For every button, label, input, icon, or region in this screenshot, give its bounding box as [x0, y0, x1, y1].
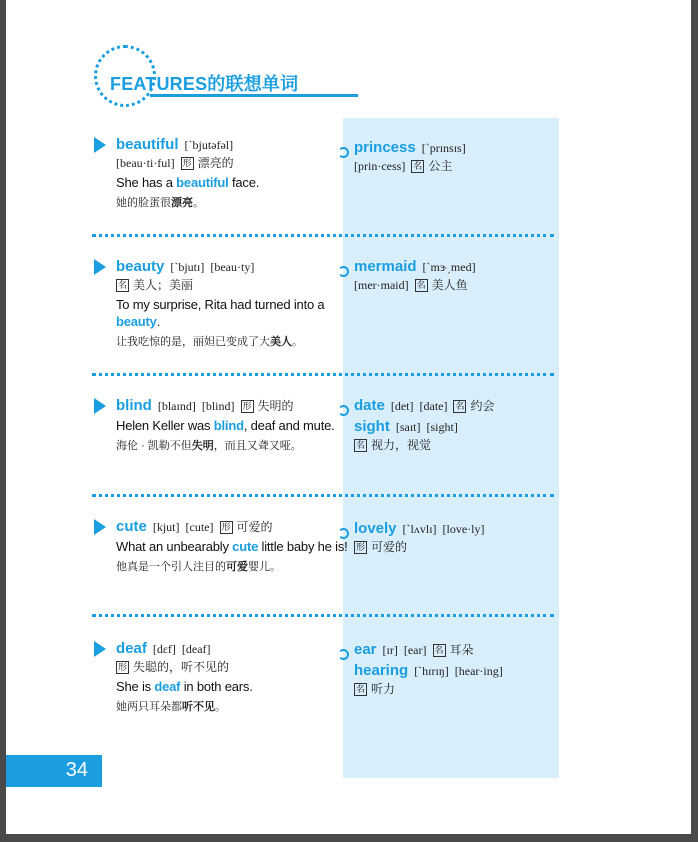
headword: beauty — [116, 258, 165, 275]
book-page — [6, 0, 691, 834]
page-number: 34 — [65, 759, 88, 781]
example-translation: 他真是一个引人注目的可爱婴儿。 — [116, 561, 281, 573]
related-syllables: [mer·maid] — [354, 278, 409, 292]
phonetic: [kjut] — [152, 520, 180, 534]
meaning: 失明的 — [257, 399, 294, 413]
related-meaning: 可爱的 — [371, 540, 408, 554]
pos-badge: 形 — [221, 522, 231, 532]
pos-badge: 名 — [355, 440, 365, 450]
related-word: lovely — [354, 520, 397, 537]
related-meaning: 听力 — [371, 682, 396, 696]
related-phonetic: [saɪt] — [395, 420, 421, 434]
related-meaning: 公主 — [428, 159, 453, 173]
example-sentence: What an unbearably cute little baby he is! — [116, 539, 348, 554]
related-meaning: 约会 — [470, 399, 495, 413]
example-translation: 海伦 · 凯勒不但失明，而且又聋又哑。 — [116, 440, 302, 452]
example-sentence: Helen Keller was blind, deaf and mute. — [116, 418, 335, 433]
related-phonetic: [ˋlʌvlɪ] — [402, 522, 437, 536]
example-translation: 她的脸蛋很漂亮。 — [116, 197, 204, 209]
meaning: 可爱的 — [236, 520, 273, 534]
meaning: 漂亮的 — [197, 156, 234, 170]
example-sentence: She is deaf in both ears. — [116, 679, 253, 694]
related-word: hearing — [354, 662, 409, 679]
related-phonetic: [ˋhɪrɪŋ] — [414, 664, 449, 678]
headword: cute — [116, 518, 147, 535]
related-phonetic: [det] — [390, 399, 414, 413]
related-word: mermaid — [354, 258, 417, 275]
related-phonetic: [ɪr] — [382, 643, 398, 657]
triangle-bullet-icon — [94, 519, 106, 535]
phonetic: [ˋbjutəfəl] — [184, 138, 234, 152]
phonetic: [dɛf] — [152, 642, 176, 656]
syllables: [beau·ty] — [210, 260, 255, 274]
section-title: FEATURES的联想单词 — [110, 74, 299, 94]
pos-badge: 名 — [416, 280, 426, 290]
related-syllables: [date] — [419, 399, 448, 413]
triangle-bullet-icon — [94, 137, 106, 153]
pos-badge: 形 — [182, 158, 192, 168]
meaning: 失聪的，听不见的 — [133, 660, 230, 674]
triangle-bullet-icon — [94, 259, 106, 275]
pos-badge: 形 — [355, 542, 365, 552]
loop-arrow-icon — [338, 649, 349, 660]
example-sentence: To my surprise, Rita had turned into a beauty. — [116, 297, 325, 329]
related-syllables: [ear] — [403, 643, 427, 657]
pos-badge: 名 — [117, 280, 127, 290]
pos-badge: 名 — [455, 401, 465, 411]
syllables: [cute] — [185, 520, 214, 534]
dotted-separator — [92, 494, 554, 497]
related-word: date — [354, 397, 385, 414]
section-header — [94, 45, 374, 115]
pos-badge: 名 — [413, 161, 423, 171]
dotted-separator — [92, 234, 554, 237]
loop-arrow-icon — [338, 266, 349, 277]
syllables: [deaf] — [181, 642, 211, 656]
headword: blind — [116, 397, 152, 414]
pos-badge: 形 — [117, 662, 127, 672]
phonetic: [blaɪnd] — [157, 399, 196, 413]
related-meaning: 耳朵 — [449, 643, 474, 657]
loop-arrow-icon — [338, 147, 349, 158]
loop-arrow-icon — [338, 528, 349, 539]
related-syllables: [sight] — [426, 420, 458, 434]
pos-badge: 形 — [242, 401, 252, 411]
related-meaning: 视力，视觉 — [371, 438, 432, 452]
pos-badge: 名 — [434, 645, 444, 655]
related-word: princess — [354, 139, 416, 156]
headword: beautiful — [116, 136, 179, 153]
title-underline — [150, 94, 358, 97]
related-word: ear — [354, 641, 377, 658]
headword: deaf — [116, 640, 147, 657]
dotted-separator — [92, 614, 554, 617]
page-number-tab — [6, 755, 102, 787]
phonetic: [ˋbjutɪ] — [170, 260, 205, 274]
example-translation: 让我吃惊的是，丽妲已变成了大美人。 — [116, 336, 303, 348]
related-phonetic: [ˋmɝ͵med] — [422, 260, 476, 274]
related-syllables: [love·ly] — [442, 522, 485, 536]
triangle-bullet-icon — [94, 641, 106, 657]
syllables: [beau·ti·ful] — [116, 156, 175, 170]
related-phonetic: [ˋprɪnsɪs] — [421, 141, 466, 155]
loop-arrow-icon — [338, 405, 349, 416]
related-word: sight — [354, 418, 390, 435]
related-meaning: 美人鱼 — [431, 278, 468, 292]
pos-badge: 名 — [355, 684, 365, 694]
related-syllables: [hear·ing] — [454, 664, 503, 678]
example-translation: 她两只耳朵都听不见。 — [116, 701, 226, 713]
related-syllables: [prin·cess] — [354, 159, 406, 173]
syllables: [blind] — [201, 399, 235, 413]
meaning: 美人；美丽 — [133, 278, 194, 292]
triangle-bullet-icon — [94, 398, 106, 414]
example-sentence: She has a beautiful face. — [116, 175, 260, 190]
dotted-separator — [92, 373, 554, 376]
